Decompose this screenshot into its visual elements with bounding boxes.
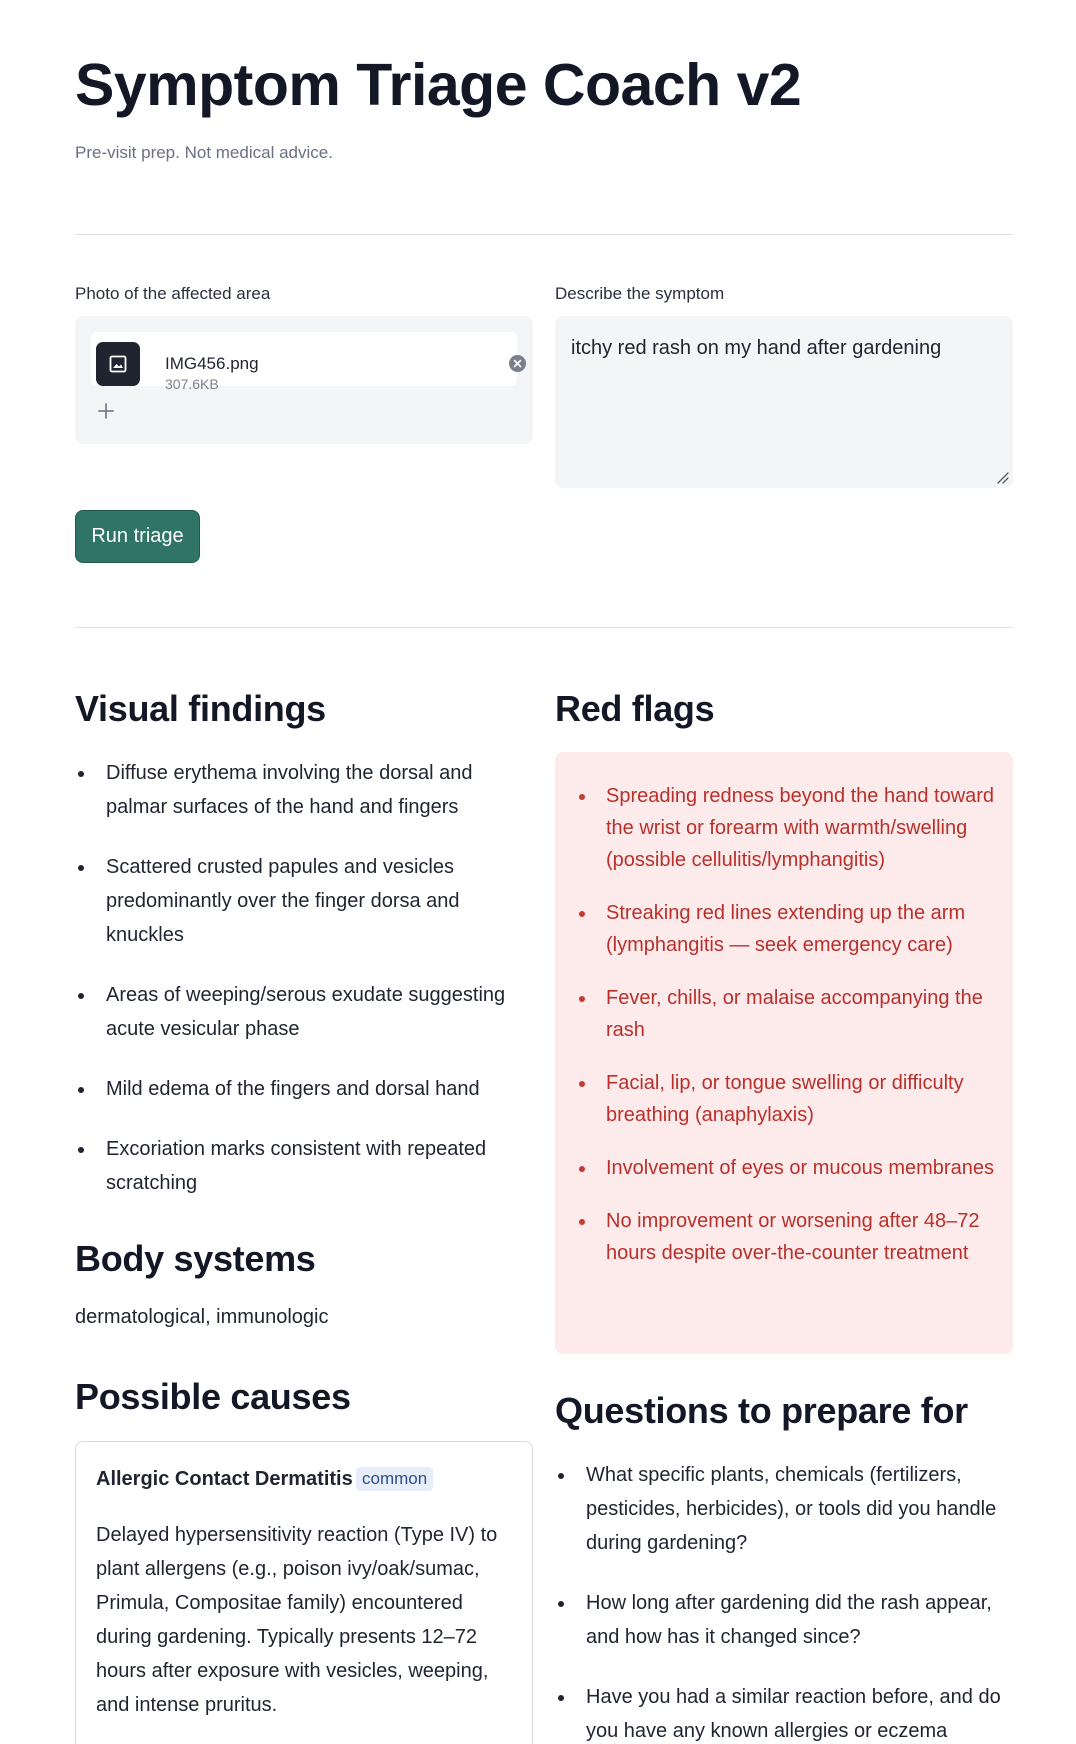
add-file-icon[interactable] (97, 398, 115, 424)
symptom-description-value: itchy red rash on my hand after gardening (571, 337, 942, 359)
visual-findings-list (75, 756, 515, 1226)
cause-description: Delayed hypersensitivity reaction (Type IV) to plant allergens (e.g., poison ivy/oak/sumac, Primula, Compositae family) encountered during gardening. Typically presents 12–72 hours after exposure with vesicles, weeping, and intense pruritus. (96, 1524, 498, 1716)
body-systems-value: dermatological, immunologic (75, 1306, 329, 1328)
resize-handle-icon[interactable] (995, 470, 1009, 484)
image-file-icon (96, 342, 140, 386)
list-item: What specific plants, chemicals (fertilizers, pesticides, herbicides), or tools did you handle during gardening? (555, 1458, 1005, 1560)
red-flag-item: Fever, chills, or malaise accompanying the rash (575, 982, 995, 1046)
page-title: Symptom Triage Coach v2 (75, 52, 802, 118)
file-size: 307.6KB (165, 376, 219, 392)
red-flags-panel (555, 752, 1013, 1354)
page-subtitle: Pre-visit prep. Not medical advice. (75, 143, 333, 162)
red-flag-item: Involvement of eyes or mucous membranes (575, 1152, 995, 1184)
remove-file-icon[interactable] (509, 355, 526, 372)
uploaded-file-card (91, 332, 517, 392)
red-flags-list (575, 780, 995, 1290)
list-item: Mild edema of the fingers and dorsal hand (75, 1072, 515, 1106)
red-flags-heading: Red flags (555, 688, 715, 729)
divider (75, 627, 1013, 628)
list-item: How long after gardening did the rash appear, and how has it changed since? (555, 1586, 1005, 1654)
list-item: Diffuse erythema involving the dorsal and palmar surfaces of the hand and fingers (75, 756, 515, 824)
possible-causes-heading: Possible causes (75, 1376, 351, 1417)
cause-card (75, 1441, 533, 1744)
frequency-badge: common (356, 1467, 433, 1491)
photo-uploader[interactable] (75, 316, 533, 444)
symptom-description-input[interactable] (555, 316, 1013, 488)
red-flag-item: Spreading redness beyond the hand toward the wrist or forearm with warmth/swelling (possible cellulitis/lymphangitis) (575, 780, 995, 876)
divider (75, 234, 1013, 235)
cause-name: Allergic Contact Dermatitis (96, 1468, 353, 1490)
list-item: Areas of weeping/serous exudate suggesting acute vesicular phase (75, 978, 515, 1046)
red-flag-item: Streaking red lines extending up the arm (lymphangitis — seek emergency care) (575, 897, 995, 961)
file-name: IMG456.png (165, 354, 259, 373)
questions-list (555, 1458, 1005, 1744)
list-item: Scattered crusted papules and vesicles predominantly over the finger dorsa and knuckles (75, 850, 515, 952)
run-triage-button[interactable]: Run triage (75, 510, 200, 563)
body-systems-heading: Body systems (75, 1238, 316, 1279)
red-flag-item: No improvement or worsening after 48–72 hours despite over-the-counter treatment (575, 1205, 995, 1269)
description-label: Describe the symptom (555, 284, 725, 303)
visual-findings-heading: Visual findings (75, 688, 326, 729)
questions-heading: Questions to prepare for (555, 1390, 968, 1431)
photo-label: Photo of the affected area (75, 284, 271, 303)
list-item: Excoriation marks consistent with repeated scratching (75, 1132, 515, 1200)
red-flag-item: Facial, lip, or tongue swelling or difficulty breathing (anaphylaxis) (575, 1067, 995, 1131)
list-item: Have you had a similar reaction before, and do you have any known allergies or eczema (555, 1680, 1005, 1744)
